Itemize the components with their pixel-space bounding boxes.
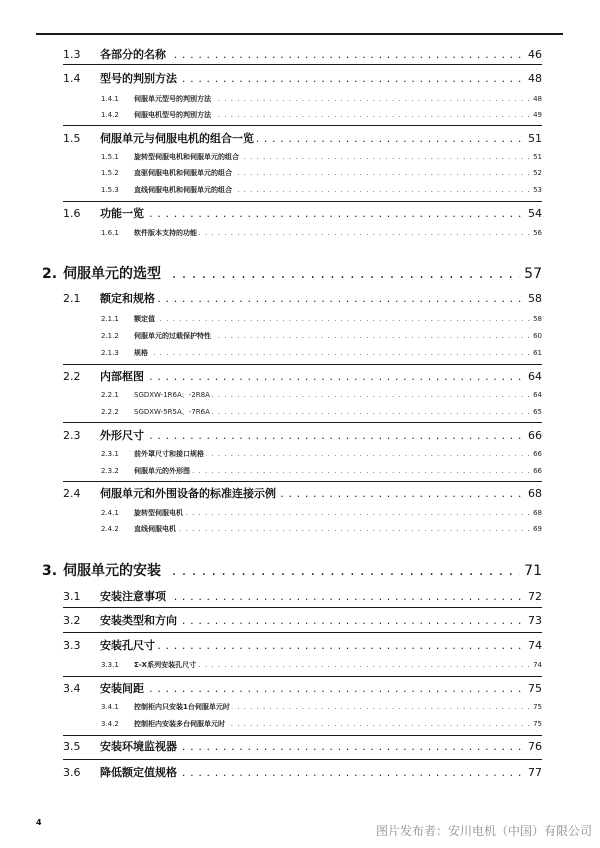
section-number: 3.5 — [63, 740, 81, 753]
chapter-number: 2. — [42, 266, 58, 282]
dot-leader — [134, 506, 542, 520]
section-page: 68 — [525, 485, 542, 503]
subsection-title: 直线伺服电机 — [134, 522, 178, 536]
section-number: 3.3 — [63, 639, 81, 652]
toc-subsection-2-1-3[interactable] — [0, 346, 600, 360]
section-page: 75 — [525, 680, 542, 698]
section-page: 51 — [525, 130, 542, 148]
toc-subsection-2-2-2[interactable] — [0, 405, 600, 419]
subsection-number: 2.3.2 — [101, 467, 119, 475]
dot-leader — [134, 312, 542, 326]
subsection-number: 2.1.1 — [101, 315, 119, 323]
subsection-number: 1.6.1 — [101, 229, 119, 237]
toc-section-2-2[interactable] — [0, 368, 600, 386]
subsection-title: 旋转型伺服电机 — [134, 506, 185, 520]
dot-leader — [134, 522, 542, 536]
section-title: 各部分的名称 — [100, 46, 169, 64]
section-title: 型号的判别方法 — [100, 70, 180, 88]
dot-leader — [100, 205, 542, 223]
toc-subsection-2-4-2[interactable] — [0, 522, 600, 536]
chapter-title: 伺服单元的选型 — [63, 263, 165, 285]
subsection-title: SGDXW-1R6A、-2R8A — [134, 388, 212, 402]
publisher-watermark: 图片发布者：安川电机（中国）有限公司 — [375, 824, 592, 838]
subsection-number: 1.5.1 — [101, 153, 119, 161]
chapter-number: 3. — [42, 563, 58, 579]
subsection-page: 69 — [531, 522, 542, 536]
section-number: 3.2 — [63, 614, 81, 627]
subsection-title: 旋转型伺服电机和伺服单元的组合 — [134, 150, 241, 164]
section-title: 安装注意事项 — [100, 588, 169, 606]
section-title: 安装环境监视器 — [100, 738, 180, 756]
subsection-title: 额定值 — [134, 312, 157, 326]
subsection-number: 2.2.1 — [101, 391, 119, 399]
subsection-title: 控制柜内只安装1台伺服单元时 — [134, 700, 232, 714]
section-page: 76 — [525, 738, 542, 756]
toc-subsection-1-5-2[interactable] — [0, 166, 600, 180]
section-number: 2.1 — [63, 292, 81, 305]
section-page: 54 — [525, 205, 542, 223]
section-page: 66 — [525, 427, 542, 445]
subsection-page: 60 — [531, 329, 542, 343]
section-rule — [63, 759, 542, 760]
chapter-title: 伺服单元的安装 — [63, 560, 165, 582]
toc-subsection-2-2-1[interactable] — [0, 388, 600, 402]
chapter-page: 71 — [520, 560, 542, 582]
subsection-number: 1.5.3 — [101, 186, 119, 194]
subsection-number: 3.4.1 — [101, 703, 119, 711]
subsection-page: 68 — [531, 506, 542, 520]
toc-subsection-3-4-2[interactable] — [0, 717, 600, 731]
dot-leader — [100, 680, 542, 698]
subsection-number: 3.4.2 — [101, 720, 119, 728]
section-page: 77 — [525, 764, 542, 782]
section-title: 外形尺寸 — [100, 427, 147, 445]
section-rule — [63, 632, 542, 633]
section-page: 58 — [525, 290, 542, 308]
subsection-title: 伺服电机型号的判别方法 — [134, 108, 213, 122]
toc-subsection-3-3-1[interactable] — [0, 658, 600, 672]
toc-section-1-3[interactable] — [0, 46, 600, 64]
subsection-number: 2.1.2 — [101, 332, 119, 340]
toc-chapter-3[interactable] — [0, 560, 600, 582]
section-number: 2.2 — [63, 370, 81, 383]
section-rule — [63, 201, 542, 202]
section-number: 1.4 — [63, 72, 81, 85]
subsection-number: 2.4.2 — [101, 525, 119, 533]
subsection-page: 61 — [531, 346, 542, 360]
toc-section-3-5[interactable] — [0, 738, 600, 756]
section-number: 1.5 — [63, 132, 81, 145]
subsection-number: 2.3.1 — [101, 450, 119, 458]
section-title: 安装类型和方向 — [100, 612, 180, 630]
subsection-page: 75 — [531, 700, 542, 714]
toc-subsection-3-4-1[interactable] — [0, 700, 600, 714]
subsection-page: 66 — [531, 464, 542, 478]
toc-subsection-1-4-1[interactable] — [0, 92, 600, 106]
toc-section-2-3[interactable] — [0, 427, 600, 445]
section-page: 46 — [525, 46, 542, 64]
section-title: 安装间距 — [100, 680, 147, 698]
section-number: 3.1 — [63, 590, 81, 603]
subsection-page: 56 — [531, 226, 542, 240]
toc-section-2-1[interactable] — [0, 290, 600, 308]
toc-section-3-4[interactable] — [0, 680, 600, 698]
toc-subsection-2-3-2[interactable] — [0, 464, 600, 478]
subsection-page: 52 — [531, 166, 542, 180]
section-number: 3.6 — [63, 766, 81, 779]
subsection-page: 74 — [531, 658, 542, 672]
section-title: 伺服单元和外围设备的标准连接示例 — [100, 485, 279, 503]
subsection-page: 65 — [531, 405, 542, 419]
toc-section-3-3[interactable] — [0, 637, 600, 655]
toc-subsection-2-1-2[interactable] — [0, 329, 600, 343]
toc-section-1-6[interactable] — [0, 205, 600, 223]
subsection-title: 直线伺服电机和伺服单元的组合 — [134, 183, 234, 197]
subsection-title: 软件版本支持的功能 — [134, 226, 199, 240]
subsection-page: 49 — [531, 108, 542, 122]
page-number: 4 — [36, 818, 42, 827]
section-title: 安装孔尺寸 — [100, 637, 158, 655]
section-title: 内部框图 — [100, 368, 147, 386]
toc-section-2-4[interactable] — [0, 485, 600, 503]
toc-section-1-4[interactable] — [0, 70, 600, 88]
toc-section-3-6[interactable] — [0, 764, 600, 782]
section-number: 2.4 — [63, 487, 81, 500]
chapter-page: 57 — [520, 263, 542, 285]
toc-chapter-2[interactable] — [0, 263, 600, 285]
toc-subsection-1-6-1[interactable] — [0, 226, 600, 240]
dot-leader — [134, 346, 542, 360]
section-number: 3.4 — [63, 682, 81, 695]
subsection-number: 1.4.2 — [101, 111, 119, 119]
subsection-page: 64 — [531, 388, 542, 402]
section-page: 74 — [525, 637, 542, 655]
subsection-title: 伺服单元的外形图 — [134, 464, 192, 478]
top-rule — [36, 33, 563, 35]
subsection-title: 伺服单元的过载保护特性 — [134, 329, 213, 343]
toc-section-3-2[interactable] — [0, 612, 600, 630]
section-title: 降低额定值规格 — [100, 764, 180, 782]
subsection-title: 直驱伺服电机和伺服单元的组合 — [134, 166, 234, 180]
section-rule — [63, 607, 542, 608]
section-rule — [63, 676, 542, 677]
section-page: 73 — [525, 612, 542, 630]
toc-subsection-1-5-1[interactable] — [0, 150, 600, 164]
subsection-title: 前外罩尺寸和接口规格 — [134, 447, 206, 461]
subsection-page: 53 — [531, 183, 542, 197]
section-title: 功能一览 — [100, 205, 147, 223]
section-title: 伺服单元与伺服电机的组合一览 — [100, 130, 257, 148]
subsection-page: 48 — [531, 92, 542, 106]
subsection-page: 75 — [531, 717, 542, 731]
subsection-page: 51 — [531, 150, 542, 164]
subsection-title: 伺服单元型号的判别方法 — [134, 92, 213, 106]
section-page: 72 — [525, 588, 542, 606]
section-number: 1.6 — [63, 207, 81, 220]
toc-section-1-5[interactable] — [0, 130, 600, 148]
toc-subsection-2-1-1[interactable] — [0, 312, 600, 326]
dot-leader — [100, 290, 542, 308]
subsection-title: SGDXW-5R5A、-7R6A — [134, 405, 212, 419]
toc-subsection-1-5-3[interactable] — [0, 183, 600, 197]
dot-leader — [134, 464, 542, 478]
section-number: 1.3 — [63, 48, 81, 61]
section-title: 额定和规格 — [100, 290, 158, 308]
dot-leader — [100, 427, 542, 445]
subsection-title: 控制柜内安装多台伺服单元时 — [134, 717, 227, 731]
subsection-title: 规格 — [134, 346, 150, 360]
toc-subsection-2-3-1[interactable] — [0, 447, 600, 461]
section-page: 48 — [525, 70, 542, 88]
subsection-number: 3.3.1 — [101, 661, 119, 669]
section-rule — [63, 735, 542, 736]
section-number: 2.3 — [63, 429, 81, 442]
section-page: 64 — [525, 368, 542, 386]
subsection-number: 1.5.2 — [101, 169, 119, 177]
toc-subsection-1-4-2[interactable] — [0, 108, 600, 122]
toc-subsection-2-4-1[interactable] — [0, 506, 600, 520]
subsection-title: Σ-X系列安装孔尺寸 — [134, 658, 198, 672]
toc-section-3-1[interactable] — [0, 588, 600, 606]
section-rule — [63, 64, 542, 65]
dot-leader — [100, 637, 542, 655]
subsection-page: 66 — [531, 447, 542, 461]
section-rule — [63, 481, 542, 482]
section-rule — [63, 364, 542, 365]
dot-leader — [100, 368, 542, 386]
section-rule — [63, 422, 542, 423]
subsection-number: 2.1.3 — [101, 349, 119, 357]
subsection-number: 2.4.1 — [101, 509, 119, 517]
subsection-number: 1.4.1 — [101, 95, 119, 103]
subsection-page: 58 — [531, 312, 542, 326]
subsection-number: 2.2.2 — [101, 408, 119, 416]
section-rule — [63, 125, 542, 126]
